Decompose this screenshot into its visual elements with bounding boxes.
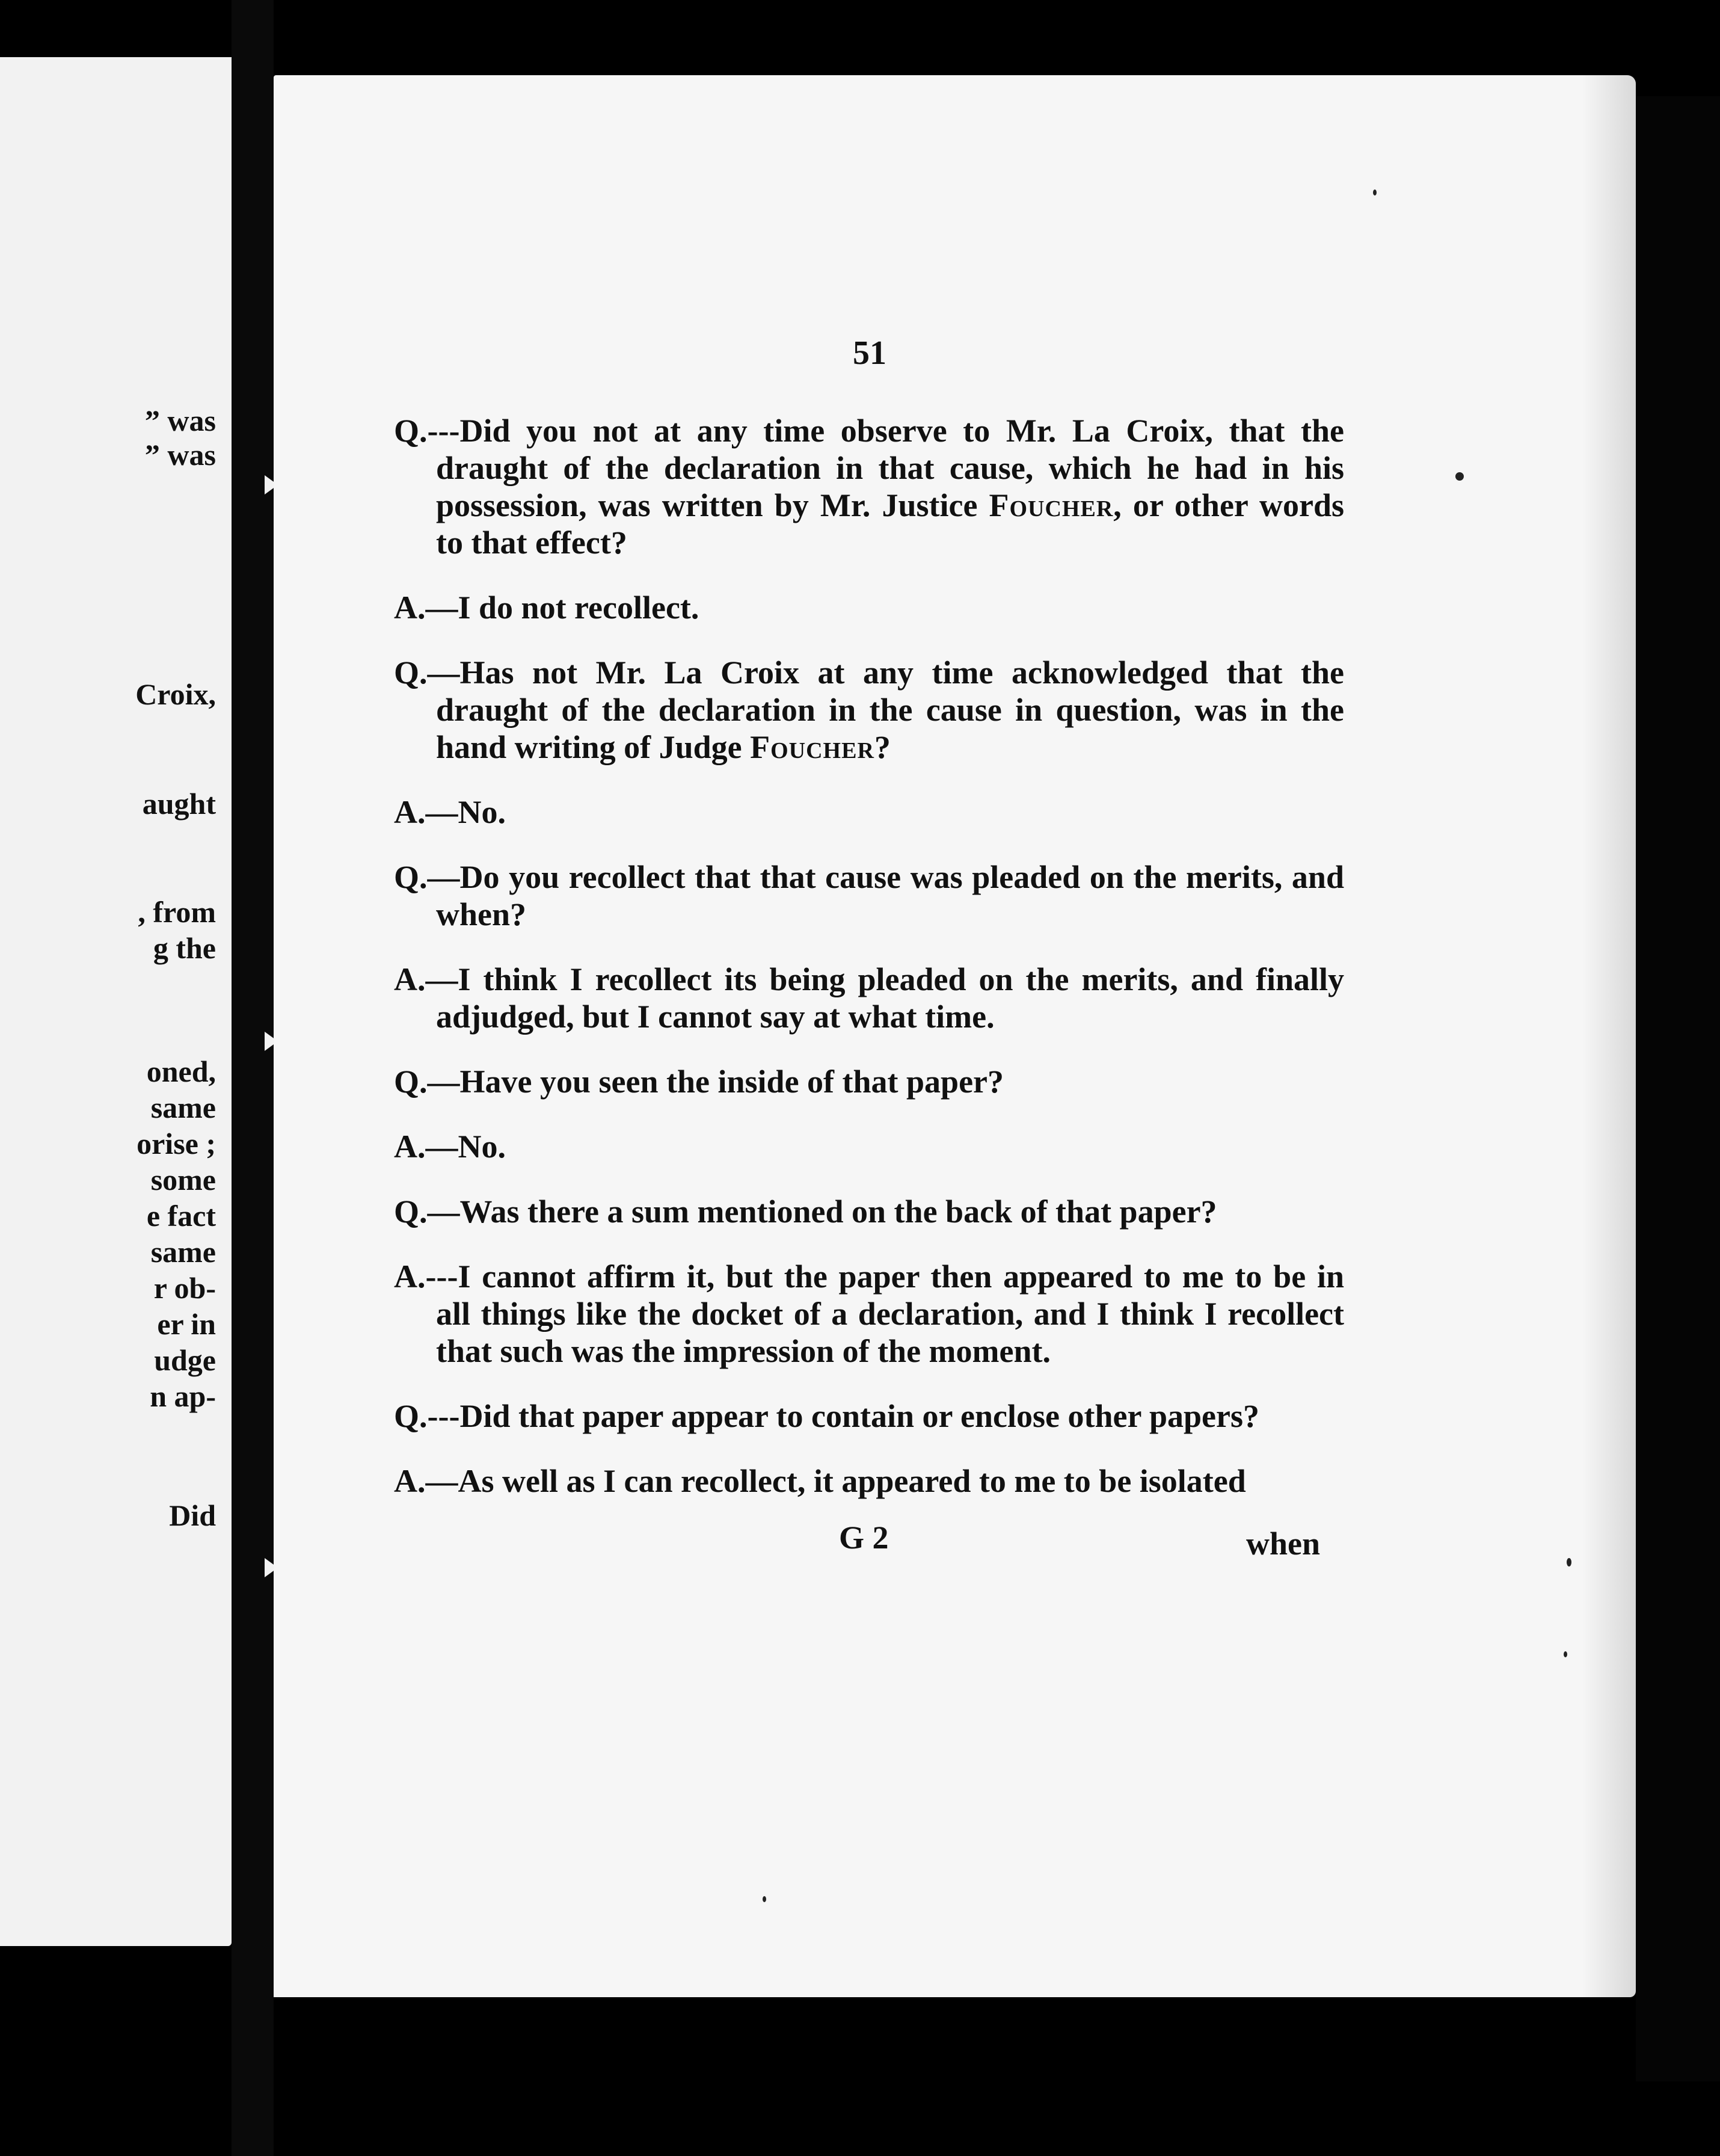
left-fragment: same [150, 1235, 216, 1269]
entry-text: No. [458, 1129, 506, 1165]
answer-entry [394, 1128, 1344, 1165]
page-edge-shadow [1582, 75, 1636, 1997]
entry-name: Foucher [750, 729, 874, 765]
entry-text: Did that paper appear to contain or enclose other papers? [459, 1398, 1259, 1434]
entry-marker: A.— [394, 590, 458, 626]
entry-marker: A.— [394, 961, 458, 997]
left-fragment: oned, [146, 1055, 216, 1088]
entry-text: Do you recollect that that cause was pleaded on the merits, and when? [436, 859, 1344, 932]
left-fragment: e fact [146, 1199, 216, 1233]
entry-name: Foucher [989, 487, 1114, 523]
question-entry [394, 412, 1344, 561]
left-fragment: er in [157, 1307, 216, 1341]
entry-text: I think I recollect its being pleaded on the merits, and finally adjudged, but I cannot say at what time. [436, 961, 1344, 1035]
question-entry [394, 1063, 1344, 1100]
left-fragment: r ob- [153, 1271, 216, 1305]
entry-text: I do not recollect. [458, 590, 699, 626]
answer-entry [394, 589, 1344, 626]
left-fragment: , from [138, 895, 216, 929]
left-fragment: udge [154, 1343, 216, 1377]
left-fragment: orise ; [137, 1127, 216, 1160]
entry-text: I cannot affirm it, but the paper then appeared to me to be in all things like the docket of a declaration, and I think I recollect that such was the impression of the moment. [436, 1258, 1344, 1369]
entry-text: Was there a sum mentioned on the back of that paper? [459, 1194, 1217, 1230]
speck [1373, 189, 1377, 196]
entry-marker: Q.— [394, 1064, 460, 1100]
question-entry [394, 858, 1344, 933]
left-facing-page [0, 57, 232, 1946]
entry-marker: A.— [394, 1463, 458, 1499]
answer-entry [394, 793, 1344, 831]
entry-marker: Q.— [394, 654, 460, 691]
speck [1455, 472, 1464, 481]
question-entry [394, 1193, 1344, 1230]
left-fragment: ” was [144, 404, 216, 437]
left-fragment: n ap- [150, 1379, 216, 1413]
right-dark-edge [1636, 96, 1720, 2081]
left-fragment: some [150, 1163, 216, 1197]
speck [763, 1896, 766, 1902]
entry-text: Has not Mr. La Croix at any time acknowledged that the draught of the declaration in the cause in question, was in the hand writing of Judge [436, 654, 1344, 765]
entry-marker: Q.— [394, 1194, 460, 1230]
left-fragment: aught [142, 787, 216, 821]
answer-entry [394, 961, 1344, 1035]
speck [1567, 1558, 1571, 1566]
left-fragment: ” was [144, 438, 216, 472]
entry-text: ? [874, 729, 891, 765]
question-entry [394, 1397, 1344, 1435]
entry-marker: A.— [394, 794, 458, 830]
entry-text: , or other words to that effect? [436, 487, 1344, 561]
entry-marker: Q.--- [394, 1398, 460, 1434]
speck [1564, 1651, 1567, 1657]
answer-entry [394, 1462, 1344, 1500]
entry-marker: A.--- [394, 1258, 458, 1295]
signature-mark: G 2 [839, 1520, 889, 1556]
question-entry [394, 654, 1344, 766]
entry-marker: Q.— [394, 859, 460, 895]
left-fragment: Did [169, 1498, 216, 1532]
answer-entry [394, 1258, 1344, 1370]
page-number: 51 [853, 334, 886, 372]
entry-text: As well as I can recollect, it appeared to me to be isolated [458, 1463, 1246, 1499]
entry-text: Have you seen the inside of that paper? [459, 1064, 1004, 1100]
entry-text: No. [458, 794, 506, 830]
left-fragment: Croix, [135, 677, 216, 711]
testimony-text [394, 412, 1344, 1527]
catchword: when [1246, 1526, 1321, 1562]
left-fragment: g the [153, 931, 216, 965]
entry-text: Did you not at any time observe to Mr. La Croix, that the draught of the declaration in that cause, which he had in his possession, was written by Mr. Justice [436, 413, 1344, 523]
book-gutter [232, 0, 274, 2156]
left-fragment: same [150, 1091, 216, 1124]
entry-marker: Q.--- [394, 413, 460, 449]
entry-marker: A.— [394, 1129, 458, 1165]
